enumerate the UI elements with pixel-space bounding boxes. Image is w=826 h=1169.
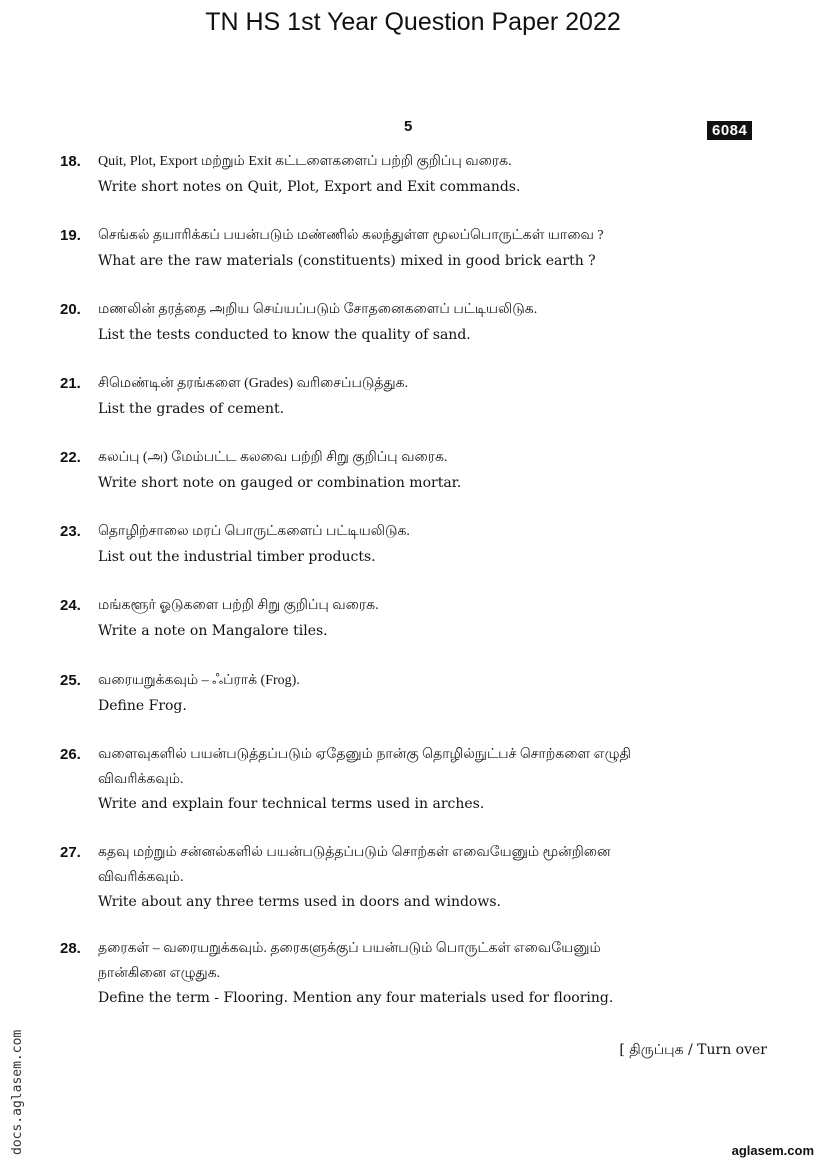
question-text-line: Write short notes on Quit, Plot, Export and Exit commands. (98, 178, 521, 195)
question-text-line: What are the raw materials (constituents) mixed in good brick earth ? (98, 252, 596, 269)
question-text-line: விவரிக்கவும். (98, 869, 184, 885)
question-text-line: நான்கினை எழுதுக. (98, 965, 221, 981)
question-text-line: Write and explain four technical terms used in arches. (98, 796, 485, 812)
question-text-line: கதவு மற்றும் சன்னல்களில் பயன்படுத்தப்படும் சொற்கள் எவையேனும் மூன்றினை (98, 845, 611, 860)
question-18 (60, 150, 760, 199)
question-text-line: சிமெண்டின் தரங்களை (Grades) வரிசைப்படுத்துக. (98, 376, 409, 391)
question-number: 28. (60, 940, 81, 957)
question-23 (60, 520, 760, 569)
question-text-line: வரையறுக்கவும் – ஃப்ராக் (Frog). (98, 673, 300, 688)
question-number: 19. (60, 227, 81, 244)
question-text-line: மங்களூர் ஓடுகளை பற்றி சிறு குறிப்பு வரைக. (98, 598, 379, 613)
question-number: 21. (60, 375, 81, 392)
question-27 (60, 841, 760, 915)
question-20 (60, 298, 760, 347)
question-text-line: வளைவுகளில் பயன்படுத்தப்படும் ஏதேனும் நான்கு தொழில்நுட்பச் சொற்களை எழுதி (98, 747, 631, 762)
question-text-line: மணலின் தரத்தை அறிய செய்யப்படும் சோதனைகளைப் பட்டியலிடுக. (98, 302, 538, 317)
side-watermark: docs.aglasem.com (10, 1029, 25, 1155)
question-26 (60, 743, 760, 817)
question-25 (60, 669, 760, 718)
question-24 (60, 594, 760, 643)
question-text-line: Define Frog. (98, 697, 187, 714)
question-text-line: Write about any three terms used in doors and windows. (98, 894, 501, 910)
question-number: 25. (60, 672, 81, 689)
question-number: 23. (60, 523, 81, 540)
brand-footer: aglasem.com (731, 1143, 814, 1158)
paper-code-badge: 6084 (707, 121, 752, 140)
turn-over-note: [ திருப்புக / Turn over (619, 1042, 767, 1058)
question-number: 20. (60, 301, 81, 318)
question-text-line: List the tests conducted to know the quality of sand. (98, 326, 471, 343)
question-number: 27. (60, 844, 81, 861)
question-text-line: List the grades of cement. (98, 400, 285, 417)
question-21 (60, 372, 760, 421)
question-text-line: கலப்பு (அ) மேம்பட்ட கலவை பற்றி சிறு குறிப்பு வரைக. (98, 450, 448, 465)
question-number: 18. (60, 153, 81, 170)
question-22 (60, 446, 760, 495)
question-text-line: Define the term - Flooring. Mention any four materials used for flooring. (98, 990, 614, 1006)
question-19 (60, 224, 760, 273)
question-text-line: தொழிற்சாலை மரப் பொருட்களைப் பட்டியலிடுக. (98, 524, 410, 539)
question-number: 22. (60, 449, 81, 466)
question-text-line: List out the industrial timber products. (98, 548, 376, 565)
question-text-line: தரைகள் – வரையறுக்கவும். தரைகளுக்குப் பயன்படும் பொருட்கள் எவையேனும் (98, 941, 601, 956)
question-number: 24. (60, 597, 81, 614)
question-text-line: Write short note on gauged or combination mortar. (98, 474, 462, 491)
question-text-line: Quit, Plot, Export மற்றும் Exit கட்டளைகளைப் பற்றி குறிப்பு வரைக. (98, 154, 512, 169)
question-number: 26. (60, 746, 81, 763)
question-28 (60, 937, 760, 1011)
question-text-line: Write a note on Mangalore tiles. (98, 622, 328, 639)
question-text-line: செங்கல் தயாரிக்கப் பயன்படும் மண்ணில் கலந்துள்ள மூலப்பொருட்கள் யாவை ? (98, 228, 604, 243)
page-number: 5 (404, 118, 413, 135)
document-title: TN HS 1st Year Question Paper 2022 (205, 8, 621, 36)
question-text-line: விவரிக்கவும். (98, 771, 184, 787)
